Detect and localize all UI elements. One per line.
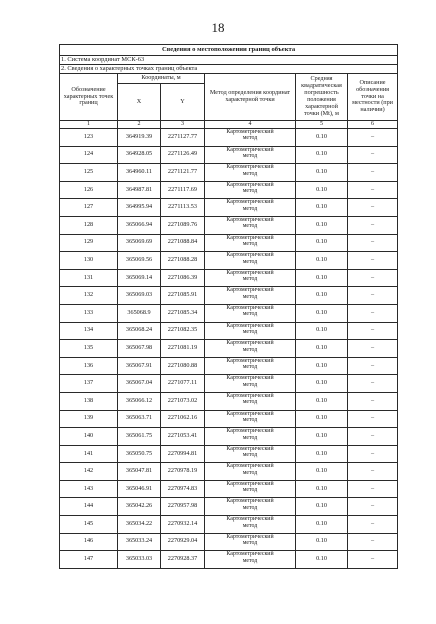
- accuracy: 0.10: [296, 199, 348, 217]
- table-row: [60, 146, 398, 164]
- description: –: [348, 463, 398, 481]
- table-row: [60, 234, 398, 252]
- coord-x: 365063.71: [118, 410, 161, 428]
- section-title: 2. Сведения о характерных точках границ объекта: [60, 65, 398, 74]
- accuracy: 0.10: [296, 392, 348, 410]
- method-line1: Картометрический: [226, 216, 274, 223]
- point-id: 134: [60, 322, 118, 340]
- description: –: [348, 322, 398, 340]
- point-id: 142: [60, 463, 118, 481]
- method-line1: Картометрический: [226, 340, 274, 347]
- table-row: [60, 480, 398, 498]
- table-row: [60, 304, 398, 322]
- coord-x: 364919.39: [118, 129, 161, 147]
- table-row: [60, 357, 398, 375]
- method-line2: метод: [242, 399, 258, 406]
- method-cell: [205, 516, 296, 534]
- point-id: 131: [60, 269, 118, 287]
- method-cell: [205, 252, 296, 270]
- method-cell: [205, 428, 296, 446]
- coord-y: 2271053.41: [161, 428, 205, 446]
- method-line1: Картометрический: [226, 375, 274, 382]
- description: –: [348, 410, 398, 428]
- description: –: [348, 199, 398, 217]
- method-line1: Картометрический: [226, 551, 274, 558]
- coord-y: 2271080.88: [161, 357, 205, 375]
- header-point: Обозначение характерных точек границ: [60, 74, 118, 121]
- description: –: [348, 480, 398, 498]
- description: –: [348, 428, 398, 446]
- table-row: [60, 340, 398, 358]
- coord-x: 365061.75: [118, 428, 161, 446]
- header-accuracy: Средняя квадратическая погрешность положения характерной точки (Mt), м: [296, 74, 348, 121]
- method-cell: [205, 551, 296, 569]
- table-row: [60, 322, 398, 340]
- method-line2: метод: [242, 258, 258, 265]
- coord-x: 365068.24: [118, 322, 161, 340]
- method-cell: [205, 216, 296, 234]
- method-line1: Картометрический: [226, 129, 274, 135]
- accuracy: 0.10: [296, 498, 348, 516]
- coord-y: 2271117.69: [161, 181, 205, 199]
- method-cell: [205, 480, 296, 498]
- method-line1: Картометрический: [226, 234, 274, 241]
- coord-y: 2271113.53: [161, 199, 205, 217]
- coord-y: 2271127.77: [161, 129, 205, 147]
- coord-x: 365042.26: [118, 498, 161, 516]
- point-id: 138: [60, 392, 118, 410]
- description: –: [348, 287, 398, 305]
- point-id: 133: [60, 304, 118, 322]
- accuracy: 0.10: [296, 129, 348, 147]
- coord-x: 365033.24: [118, 533, 161, 551]
- method-cell: [205, 375, 296, 393]
- accuracy: 0.10: [296, 181, 348, 199]
- table-row: [60, 252, 398, 270]
- header-x: X: [118, 84, 161, 121]
- coord-x: 365050.75: [118, 445, 161, 463]
- method-cell: [205, 445, 296, 463]
- table-row: [60, 269, 398, 287]
- table-row: [60, 410, 398, 428]
- coord-y: 2270929.04: [161, 533, 205, 551]
- column-number: 6: [348, 121, 398, 129]
- table-title: Сведения о местоположении границ объекта: [60, 45, 398, 56]
- column-number: 3: [161, 121, 205, 129]
- point-id: 136: [60, 357, 118, 375]
- coord-y: 2271085.34: [161, 304, 205, 322]
- header-description: Описание обозначения точки на местности (при наличии): [348, 74, 398, 121]
- coord-x: 364987.81: [118, 181, 161, 199]
- coord-x: 365066.94: [118, 216, 161, 234]
- coord-x: 365069.56: [118, 252, 161, 270]
- method-cell: [205, 129, 296, 147]
- description: –: [348, 252, 398, 270]
- coord-y: 2270994.81: [161, 445, 205, 463]
- method-line1: Картометрический: [226, 410, 274, 417]
- point-id: 127: [60, 199, 118, 217]
- accuracy: 0.10: [296, 322, 348, 340]
- accuracy: 0.10: [296, 480, 348, 498]
- coord-x: 364928.05: [118, 146, 161, 164]
- method-line1: Картометрический: [226, 252, 274, 259]
- method-line2: метод: [242, 364, 258, 371]
- description: –: [348, 269, 398, 287]
- accuracy: 0.10: [296, 516, 348, 534]
- coord-y: 2271126.49: [161, 146, 205, 164]
- description: –: [348, 516, 398, 534]
- method-line2: метод: [242, 311, 258, 318]
- method-line2: метод: [242, 223, 258, 230]
- accuracy: 0.10: [296, 375, 348, 393]
- description: –: [348, 375, 398, 393]
- coord-x: 365067.91: [118, 357, 161, 375]
- coord-x: 365069.03: [118, 287, 161, 305]
- method-cell: [205, 234, 296, 252]
- coord-y: 2271121.77: [161, 164, 205, 182]
- method-line1: Картометрический: [226, 480, 274, 487]
- table-row: [60, 392, 398, 410]
- description: –: [348, 129, 398, 147]
- point-id: 139: [60, 410, 118, 428]
- table-row: [60, 428, 398, 446]
- accuracy: 0.10: [296, 463, 348, 481]
- column-number: 4: [205, 121, 296, 129]
- coord-x: 364995.94: [118, 199, 161, 217]
- description: –: [348, 498, 398, 516]
- method-line2: метод: [242, 135, 258, 142]
- coord-x: 365046.91: [118, 480, 161, 498]
- method-line2: метод: [242, 540, 258, 547]
- coord-y: 2271062.16: [161, 410, 205, 428]
- coord-x: 365069.14: [118, 269, 161, 287]
- method-line2: метод: [242, 241, 258, 248]
- method-cell: [205, 498, 296, 516]
- point-id: 126: [60, 181, 118, 199]
- accuracy: 0.10: [296, 304, 348, 322]
- coord-y: 2270957.98: [161, 498, 205, 516]
- table-row: [60, 551, 398, 569]
- header-coordinates: Координаты, м: [118, 74, 205, 84]
- method-line1: Картометрический: [226, 533, 274, 540]
- method-line2: метод: [242, 522, 258, 529]
- method-line1: Картометрический: [226, 322, 274, 329]
- method-line1: Картометрический: [226, 498, 274, 505]
- method-line1: Картометрический: [226, 287, 274, 294]
- column-numbers-row: [60, 121, 398, 129]
- accuracy: 0.10: [296, 234, 348, 252]
- coord-y: 2271085.91: [161, 287, 205, 305]
- point-id: 130: [60, 252, 118, 270]
- table-row: [60, 533, 398, 551]
- table-row: [60, 129, 398, 147]
- method-line1: Картометрический: [226, 392, 274, 399]
- coord-x: 365069.69: [118, 234, 161, 252]
- point-id: 143: [60, 480, 118, 498]
- coord-x: 365066.12: [118, 392, 161, 410]
- method-line2: метод: [242, 487, 258, 494]
- method-line2: метод: [242, 329, 258, 336]
- accuracy: 0.10: [296, 340, 348, 358]
- point-id: 123: [60, 129, 118, 147]
- method-cell: [205, 269, 296, 287]
- method-cell: [205, 410, 296, 428]
- description: –: [348, 234, 398, 252]
- coord-y: 2270974.83: [161, 480, 205, 498]
- coord-y: 2271073.02: [161, 392, 205, 410]
- description: –: [348, 533, 398, 551]
- method-line2: метод: [242, 205, 258, 212]
- description: –: [348, 181, 398, 199]
- point-id: 146: [60, 533, 118, 551]
- point-id: 140: [60, 428, 118, 446]
- table-row: [60, 445, 398, 463]
- method-cell: [205, 463, 296, 481]
- page-number: 18: [211, 20, 225, 35]
- accuracy: 0.10: [296, 269, 348, 287]
- header-y: Y: [161, 84, 205, 121]
- table-row: [60, 287, 398, 305]
- point-id: 137: [60, 375, 118, 393]
- point-id: 145: [60, 516, 118, 534]
- method-cell: [205, 146, 296, 164]
- description: –: [348, 357, 398, 375]
- description: –: [348, 164, 398, 182]
- coord-x: 365047.81: [118, 463, 161, 481]
- method-cell: [205, 181, 296, 199]
- accuracy: 0.10: [296, 410, 348, 428]
- method-cell: [205, 304, 296, 322]
- description: –: [348, 551, 398, 569]
- coord-y: 2271088.28: [161, 252, 205, 270]
- accuracy: 0.10: [296, 146, 348, 164]
- coord-x: 365067.04: [118, 375, 161, 393]
- method-line2: метод: [242, 504, 258, 511]
- method-line2: метод: [242, 276, 258, 283]
- coord-x: 365033.03: [118, 551, 161, 569]
- method-cell: [205, 322, 296, 340]
- coord-x: 364960.11: [118, 164, 161, 182]
- accuracy: 0.10: [296, 287, 348, 305]
- coordinate-system: 1. Система координат МСК-63: [60, 56, 398, 65]
- header-method: Метод определения координат характерной точки: [205, 74, 296, 121]
- accuracy: 0.10: [296, 216, 348, 234]
- accuracy: 0.10: [296, 428, 348, 446]
- coord-y: 2271082.35: [161, 322, 205, 340]
- method-cell: [205, 357, 296, 375]
- coord-y: 2270978.19: [161, 463, 205, 481]
- column-number: 1: [60, 121, 118, 129]
- point-id: 135: [60, 340, 118, 358]
- column-number: 2: [118, 121, 161, 129]
- method-line1: Картометрический: [226, 146, 274, 153]
- point-id: 144: [60, 498, 118, 516]
- method-cell: [205, 287, 296, 305]
- method-line2: метод: [242, 188, 258, 195]
- coord-y: 2271088.84: [161, 234, 205, 252]
- method-line2: метод: [242, 346, 258, 353]
- description: –: [348, 392, 398, 410]
- coord-y: 2270932.14: [161, 516, 205, 534]
- method-line1: Картометрический: [226, 181, 274, 188]
- method-line2: метод: [242, 469, 258, 476]
- table-row: [60, 498, 398, 516]
- method-line2: метод: [242, 381, 258, 388]
- method-cell: [205, 533, 296, 551]
- method-line1: Картометрический: [226, 269, 274, 276]
- point-id: 124: [60, 146, 118, 164]
- coord-x: 365034.22: [118, 516, 161, 534]
- point-id: 128: [60, 216, 118, 234]
- table-row: [60, 181, 398, 199]
- method-line1: Картометрический: [226, 357, 274, 364]
- method-line2: метод: [242, 557, 258, 564]
- accuracy: 0.10: [296, 551, 348, 569]
- point-id: 132: [60, 287, 118, 305]
- table-row: [60, 199, 398, 217]
- table-row: [60, 463, 398, 481]
- description: –: [348, 304, 398, 322]
- boundary-points-table: [59, 44, 398, 569]
- description: –: [348, 216, 398, 234]
- table-row: [60, 375, 398, 393]
- point-id: 147: [60, 551, 118, 569]
- method-line1: Картометрический: [226, 463, 274, 470]
- accuracy: 0.10: [296, 357, 348, 375]
- coord-y: 2271086.39: [161, 269, 205, 287]
- description: –: [348, 340, 398, 358]
- point-id: 125: [60, 164, 118, 182]
- description: –: [348, 146, 398, 164]
- point-id: 129: [60, 234, 118, 252]
- accuracy: 0.10: [296, 533, 348, 551]
- method-line1: Картометрический: [226, 516, 274, 523]
- coord-x: 365068.9: [118, 304, 161, 322]
- method-line2: метод: [242, 416, 258, 423]
- coord-y: 2271089.76: [161, 216, 205, 234]
- table-row: [60, 216, 398, 234]
- description: –: [348, 445, 398, 463]
- accuracy: 0.10: [296, 252, 348, 270]
- method-line2: метод: [242, 452, 258, 459]
- method-line2: метод: [242, 434, 258, 441]
- method-line2: метод: [242, 293, 258, 300]
- method-line2: метод: [242, 170, 258, 177]
- method-line1: Картометрический: [226, 164, 274, 171]
- accuracy: 0.10: [296, 445, 348, 463]
- table-row: [60, 164, 398, 182]
- method-cell: [205, 199, 296, 217]
- coord-y: 2271081.19: [161, 340, 205, 358]
- method-line1: Картометрический: [226, 445, 274, 452]
- point-id: 141: [60, 445, 118, 463]
- accuracy: 0.10: [296, 164, 348, 182]
- method-cell: [205, 392, 296, 410]
- method-line1: Картометрический: [226, 199, 274, 206]
- method-line1: Картометрический: [226, 428, 274, 435]
- column-number: 5: [296, 121, 348, 129]
- method-line2: метод: [242, 153, 258, 160]
- table-row: [60, 516, 398, 534]
- method-line1: Картометрический: [226, 304, 274, 311]
- method-cell: [205, 340, 296, 358]
- coord-y: 2271077.11: [161, 375, 205, 393]
- coord-y: 2270928.37: [161, 551, 205, 569]
- method-cell: [205, 164, 296, 182]
- coord-x: 365067.98: [118, 340, 161, 358]
